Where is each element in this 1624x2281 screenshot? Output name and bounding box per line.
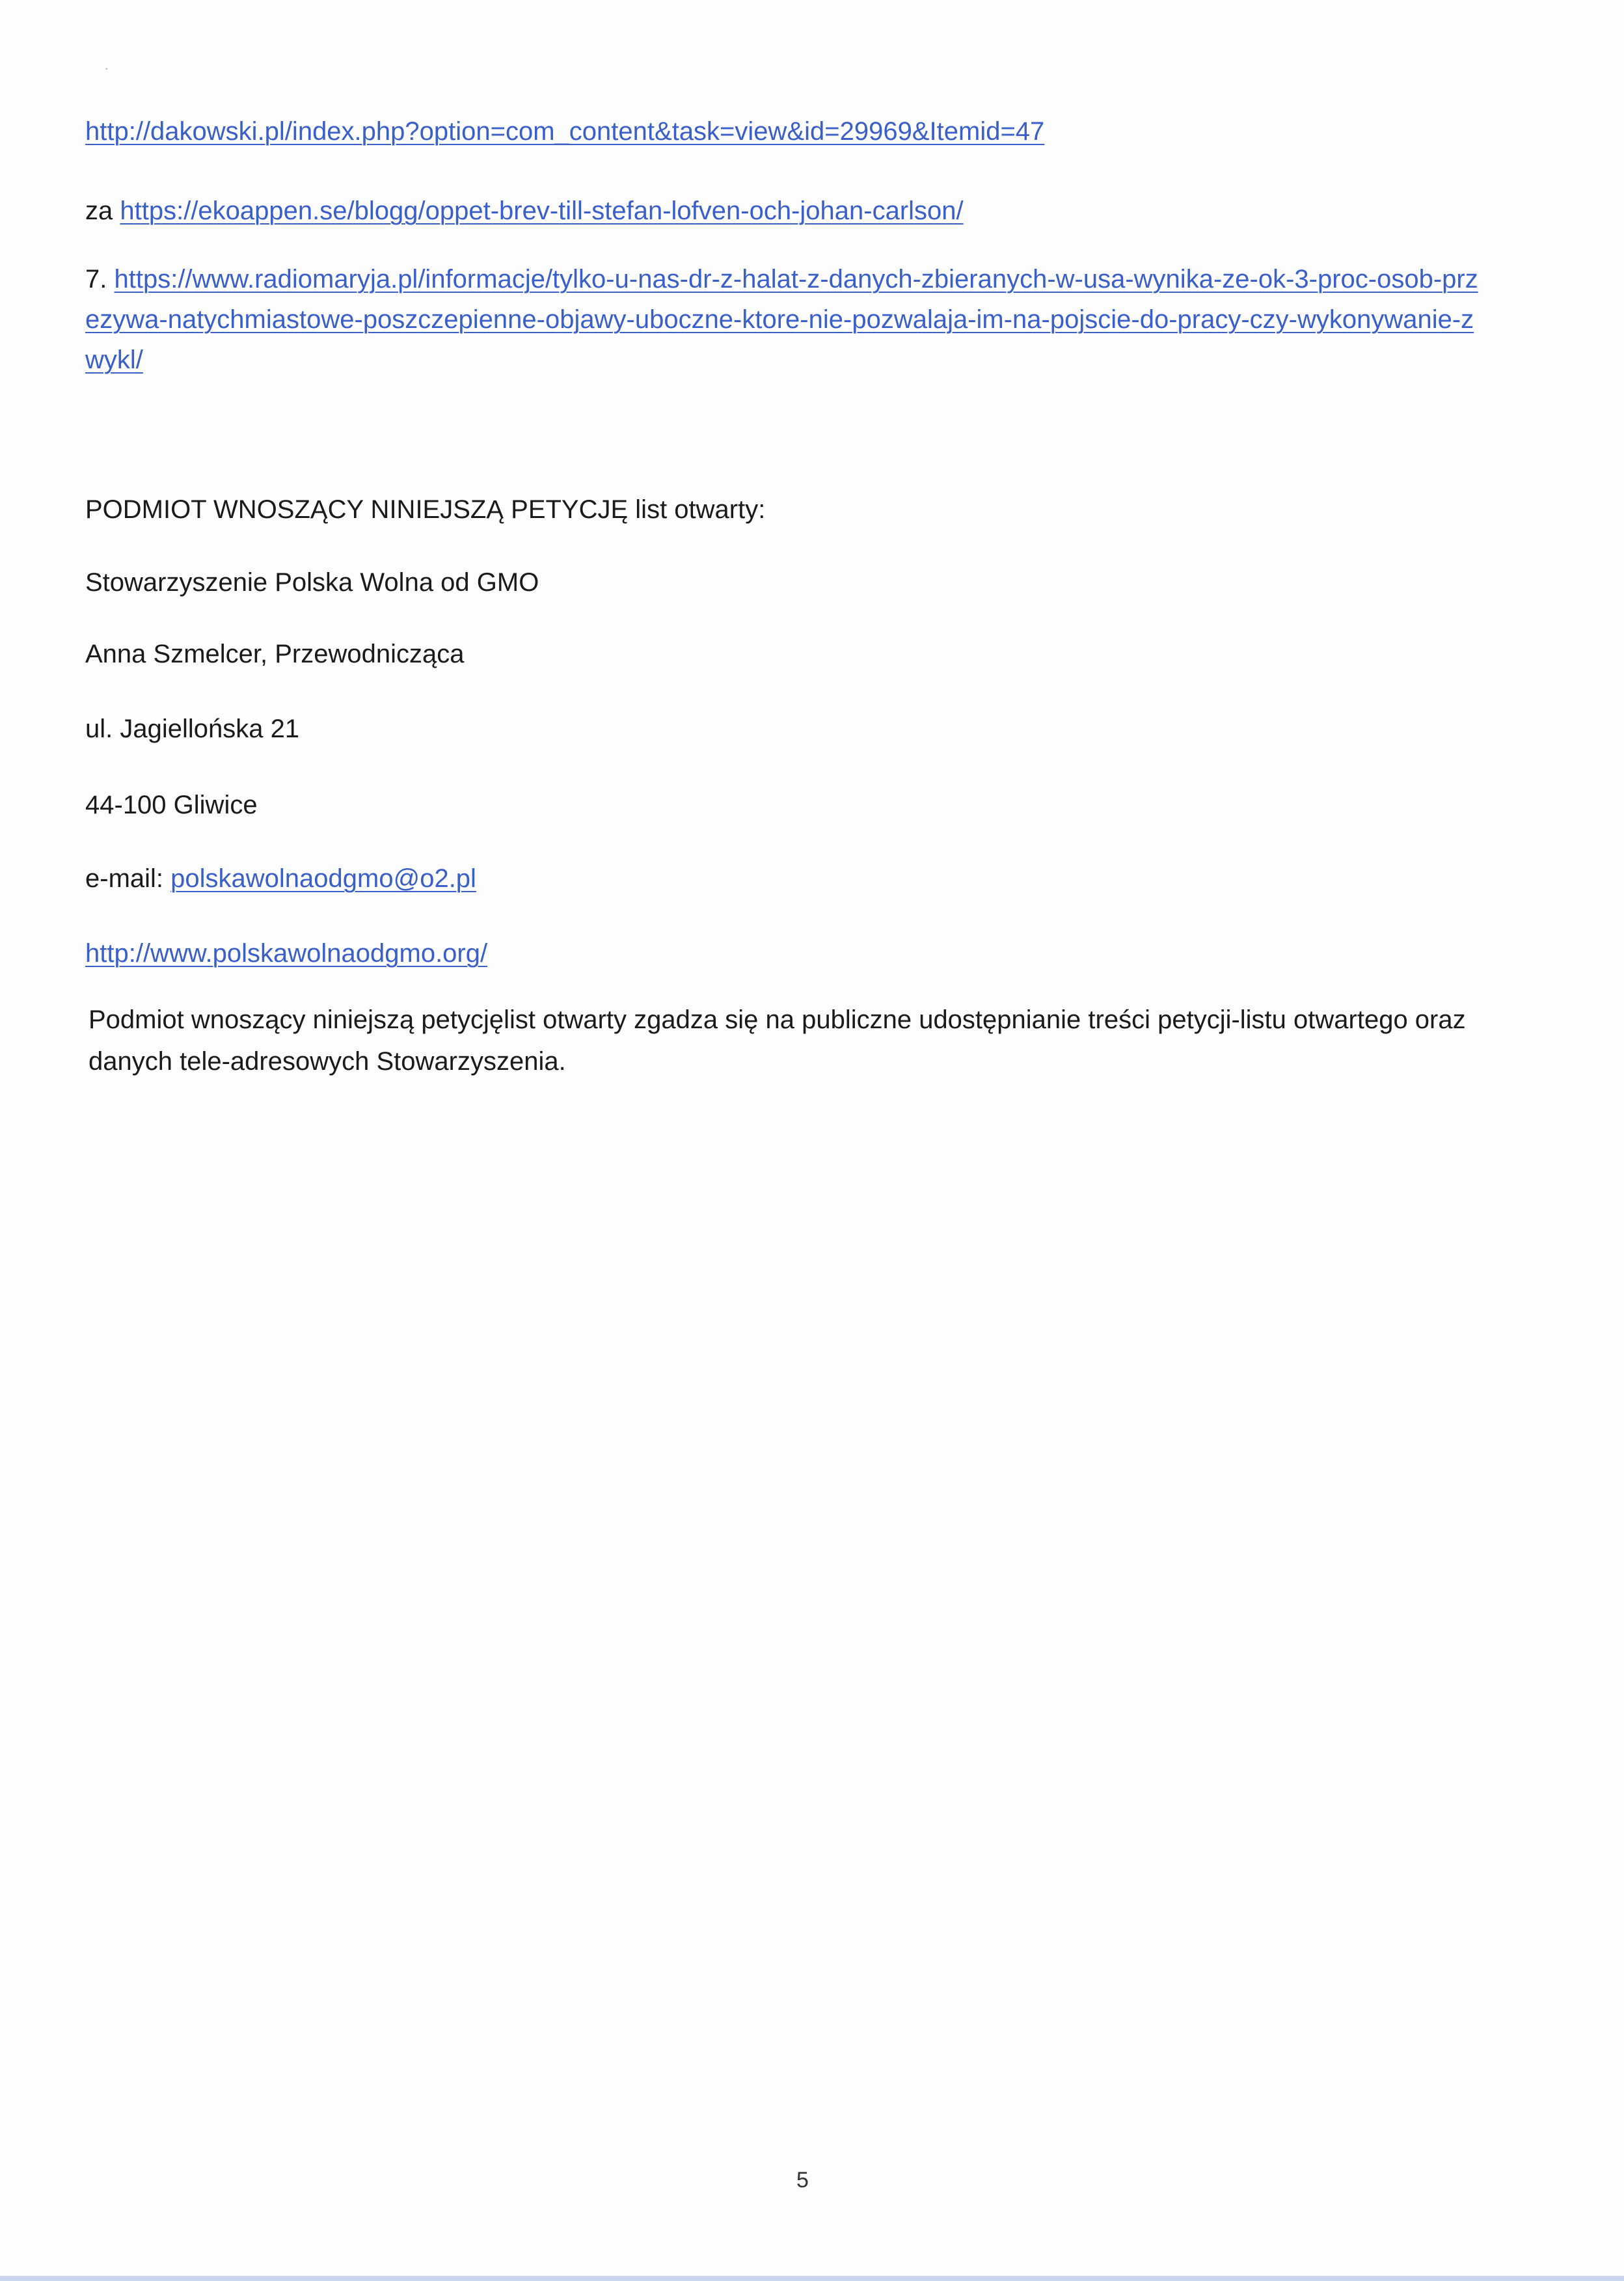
chairperson-name: Anna Szmelcer, Przewodnicząca (85, 640, 465, 668)
email-link[interactable]: polskawolnaodgmo@o2.pl (170, 864, 476, 893)
website-line (85, 937, 487, 970)
email-line (85, 862, 476, 895)
email-label: e-mail: (85, 864, 164, 893)
page-number: 5 (796, 2168, 809, 2192)
reference-item-7 (85, 259, 1491, 380)
item-7-number: 7. (85, 265, 107, 294)
za-prefix: za (85, 197, 113, 225)
petitioner-heading: PODMIOT WNOSZĄCY NINIEJSZĄ PETYCJĘ list otwarty: (85, 495, 766, 524)
city-address: 44-100 Gliwice (85, 791, 258, 819)
scan-bottom-edge (0, 2276, 1624, 2281)
street-address: ul. Jagiellońska 21 (85, 715, 300, 743)
scan-artifact: · (104, 60, 109, 76)
organization-name: Stowarzyszenie Polska Wolna od GMO (85, 568, 539, 597)
consent-paragraph: Podmiot wnoszący niniejszą petycjęlist otwarty zgadza się na publiczne udostępnianie treści petycji-listu otwartego oraz danych tele-adresowych Stowarzyszenia. (88, 1005, 1466, 1076)
reference-line-ekoappen (85, 195, 964, 227)
dakowski-link[interactable]: http://dakowski.pl/index.php?option=com_content&task=view&id=29969&Itemid=47 (85, 117, 1045, 146)
reference-line-dakowski (85, 115, 1044, 148)
website-link[interactable]: http://www.polskawolnaodgmo.org/ (85, 939, 488, 968)
ekoappen-link[interactable]: https://ekoappen.se/blogg/oppet-brev-till-stefan-lofven-och-johan-carlson/ (120, 197, 964, 225)
radiomaryja-link[interactable]: https://www.radiomaryja.pl/informacje/tylko-u-nas-dr-z-halat-z-danych-zbieranych-w-usa-wynika-ze-ok-3-proc-osob-przezywa-natychmiastowe-poszczepienne-objawy-uboczne-ktore-nie-pozwalaja-im-na-pojscie-do-pracy-czy-wykonywanie-zwykl/ (85, 265, 1478, 374)
